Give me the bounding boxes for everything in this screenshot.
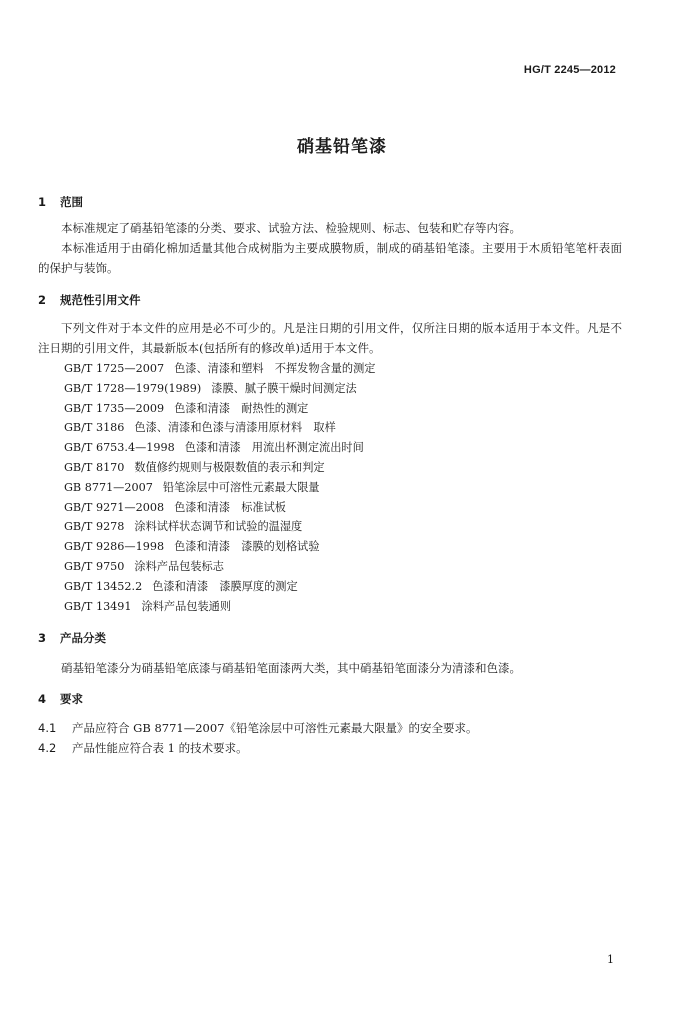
reference-code: GB/T 13491: [64, 599, 132, 613]
requirement-item: [38, 740, 248, 756]
reference-title: 涂料试样状态调节和试验的温湿度: [134, 520, 303, 534]
reference-item: [64, 438, 375, 458]
reference-code: GB/T 3186: [64, 421, 125, 435]
reference-title: 色漆和清漆 漆膜厚度的测定: [152, 579, 298, 593]
reference-title: 色漆和清漆 耐热性的测定: [174, 401, 309, 415]
reference-item: [64, 379, 375, 399]
reference-item: [64, 478, 375, 498]
section-number: 2: [38, 293, 47, 307]
reference-title: 色漆、清漆和塑料 不挥发物含量的测定: [174, 362, 376, 375]
normative-references-list: [64, 359, 375, 616]
standard-code: HG/T 2245—2012: [523, 64, 616, 76]
reference-item: [64, 498, 375, 518]
scope-paragraph-1: 本标准规定了硝基铅笔漆的分类、要求、试验方法、检验规则、标志、包装和贮存等内容。: [61, 221, 521, 235]
section-title: 产品分类: [60, 631, 106, 645]
scope-paragraph-2: 本标准适用于由硝化棉加适量其他合成树脂为主要成膜物质，制成的硝基铅笔漆。主要用于木质铅笔笔杆表面的保护与装饰。: [38, 241, 622, 275]
section-3-heading: [38, 630, 106, 646]
reference-code: GB/T 9278: [64, 520, 125, 534]
reference-title: 色漆和清漆 用流出杯测定流出时间: [184, 441, 364, 455]
clause-number: 4.2: [38, 741, 57, 755]
reference-code: GB/T 1735—2009: [64, 401, 165, 415]
reference-item: [64, 557, 375, 577]
reference-item: [64, 597, 375, 617]
reference-title: 涂料产品包装标志: [134, 559, 224, 573]
reference-code: GB/T 9750: [64, 559, 125, 573]
section-1-heading: [38, 194, 83, 210]
section-title: 要求: [60, 692, 83, 706]
document-title: 硝基铅笔漆: [297, 137, 387, 157]
reference-item: [64, 458, 375, 478]
section-4-heading: [38, 691, 83, 707]
reference-code: GB/T 9286—1998: [64, 540, 165, 554]
reference-title: 铅笔涂层中可溶性元素最大限量: [162, 480, 320, 494]
reference-item: [64, 537, 375, 557]
requirement-item: [38, 720, 477, 736]
section-number: 3: [38, 631, 47, 645]
references-intro: 下列文件对于本文件的应用是必不可少的。凡是注日期的引用文件，仅所注日期的版本适用于本文件。凡是不注日期的引用文件，其最新版本(包括所有的修改单)适用于本文件。: [38, 321, 622, 355]
section-number: 1: [38, 195, 47, 209]
classification-paragraph: 硝基铅笔漆分为硝基铅笔底漆与硝基铅笔面漆两大类，其中硝基铅笔面漆分为清漆和色漆。: [61, 661, 521, 675]
reference-title: 色漆和清漆 漆膜的划格试验: [174, 540, 320, 554]
page-number: 1: [607, 953, 614, 966]
clause-text: 产品性能应符合表 1 的技术要求。: [72, 741, 248, 755]
reference-title: 涂料产品包装通则: [141, 599, 232, 613]
reference-item: [64, 359, 375, 379]
section-2-heading: [38, 292, 141, 308]
clause-number: 4.1: [38, 721, 57, 735]
reference-title: 漆膜、腻子膜干燥时间测定法: [211, 381, 357, 395]
reference-item: [64, 577, 375, 597]
reference-title: 数值修约规则与极限数值的表示和判定: [134, 460, 325, 474]
reference-item: [64, 517, 375, 537]
reference-code: GB/T 1728—1979(1989): [64, 381, 202, 395]
reference-code: GB 8771—2007: [64, 480, 153, 494]
reference-item: [64, 418, 375, 438]
reference-title: 色漆和清漆 标准试板: [174, 500, 286, 514]
reference-code: GB/T 6753.4—1998: [64, 441, 175, 455]
reference-title: 色漆、清漆和色漆与清漆用原材料 取样: [134, 421, 336, 435]
section-title: 范围: [60, 195, 83, 209]
section-title: 规范性引用文件: [60, 293, 141, 307]
reference-code: GB/T 1725—2007: [64, 362, 165, 375]
reference-code: GB/T 13452.2: [64, 579, 143, 593]
reference-item: [64, 399, 375, 419]
clause-text: 产品应符合 GB 8771—2007《铅笔涂层中可溶性元素最大限量》的安全要求。: [72, 721, 478, 735]
section-number: 4: [38, 692, 47, 706]
reference-code: GB/T 8170: [64, 460, 125, 474]
reference-code: GB/T 9271—2008: [64, 500, 165, 514]
